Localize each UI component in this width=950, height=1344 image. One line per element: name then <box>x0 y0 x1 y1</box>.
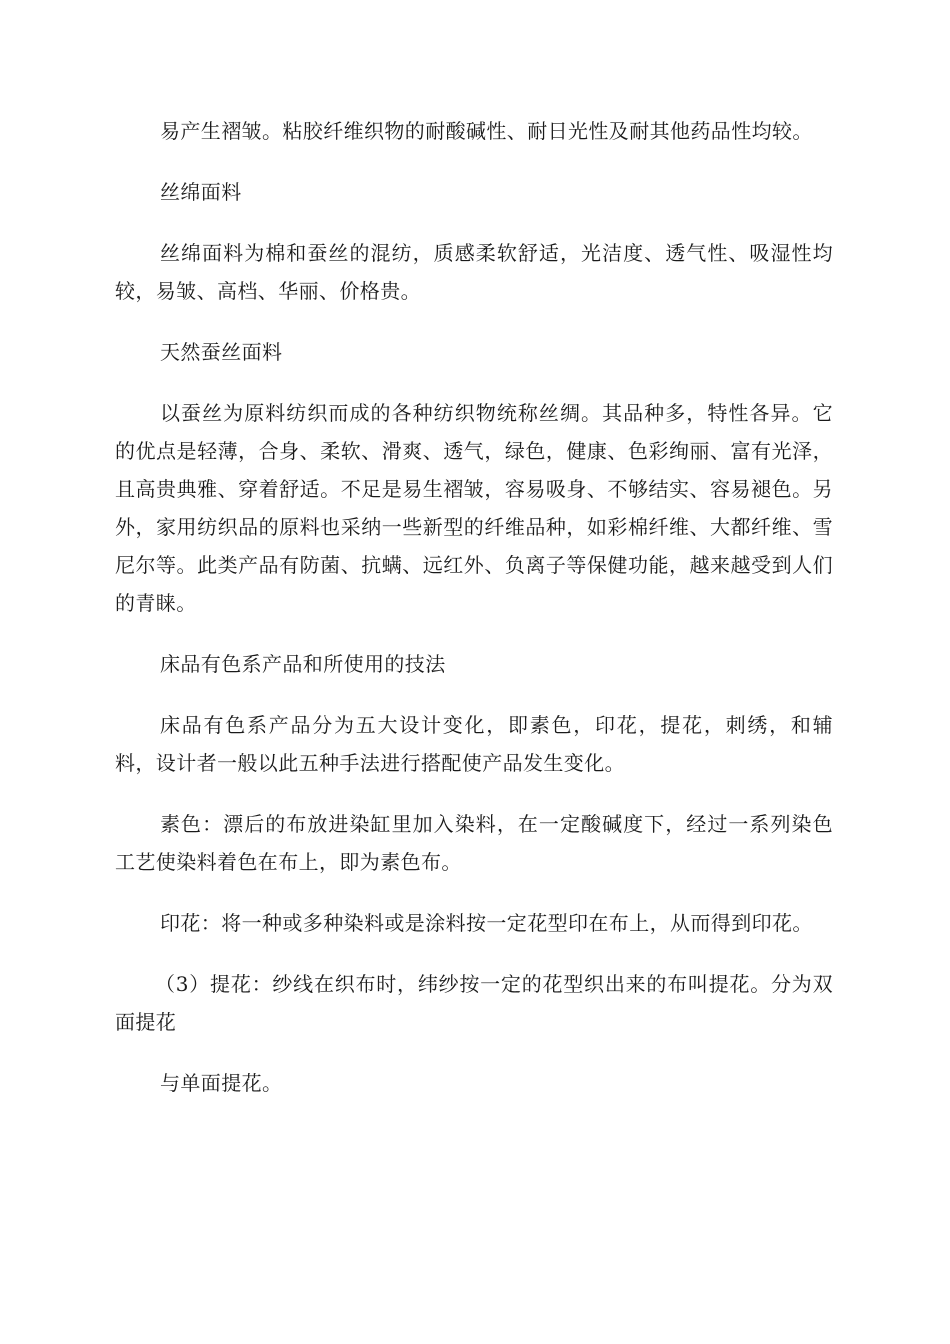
heading-silk-cotton-fabric: 丝绵面料 <box>160 180 242 204</box>
paragraph-plain-dye: 素色：漂后的布放进染缸里加入染料，在一定酸碱度下，经过一系列染色工艺使染料着色在布上，即为素色布。 <box>115 812 833 874</box>
paragraph-bedding-five-designs: 床品有色系产品分为五大设计变化，即素色，印花，提花，刺绣，和辅料，设计者一般以此五种手法进行搭配使产品发生变化。 <box>115 713 833 775</box>
document-body <box>115 112 833 1125</box>
paragraph-viscose-properties: 易产生褶皱。粘胶纤维织物的耐酸碱性、耐日光性及耐其他药品性均较。 <box>160 119 813 143</box>
paragraph-printing: 印花：将一种或多种染料或是涂料按一定花型印在布上，从而得到印花。 <box>160 911 813 935</box>
paragraph-jacquard: （3）提花：纱线在织布时，纬纱按一定的花型织出来的布叫提花。分为双面提花 <box>115 972 833 1034</box>
paragraph-silk-cotton-fabric: 丝绵面料为棉和蚕丝的混纺，质感柔软舒适，光洁度、透气性、吸湿性均较，易皱、高档、华丽、价格贵。 <box>115 241 833 303</box>
paragraph-natural-silk-fabric: 以蚕丝为原料纺织而成的各种纺织物统称丝绸。其品种多，特性各异。它的优点是轻薄，合身、柔软、滑爽、透气，绿色，健康、色彩绚丽、富有光泽，且高贵典雅、穿着舒适。不足是易生褶皱，容易吸身、不够结实、容易褪色。另外，家用纺织品的原料也采纳一些新型的纤维品种，如彩棉纤维、大都纤维、雪尼尔等。此类产品有防菌、抗螨、远红外、负离子等保健功能，越来越受到人们的青睐。 <box>115 401 833 615</box>
paragraph-single-jacquard: 与单面提花。 <box>160 1071 283 1095</box>
heading-natural-silk-fabric: 天然蚕丝面料 <box>160 340 283 364</box>
heading-bedding-color-techniques: 床品有色系产品和所使用的技法 <box>160 652 446 676</box>
